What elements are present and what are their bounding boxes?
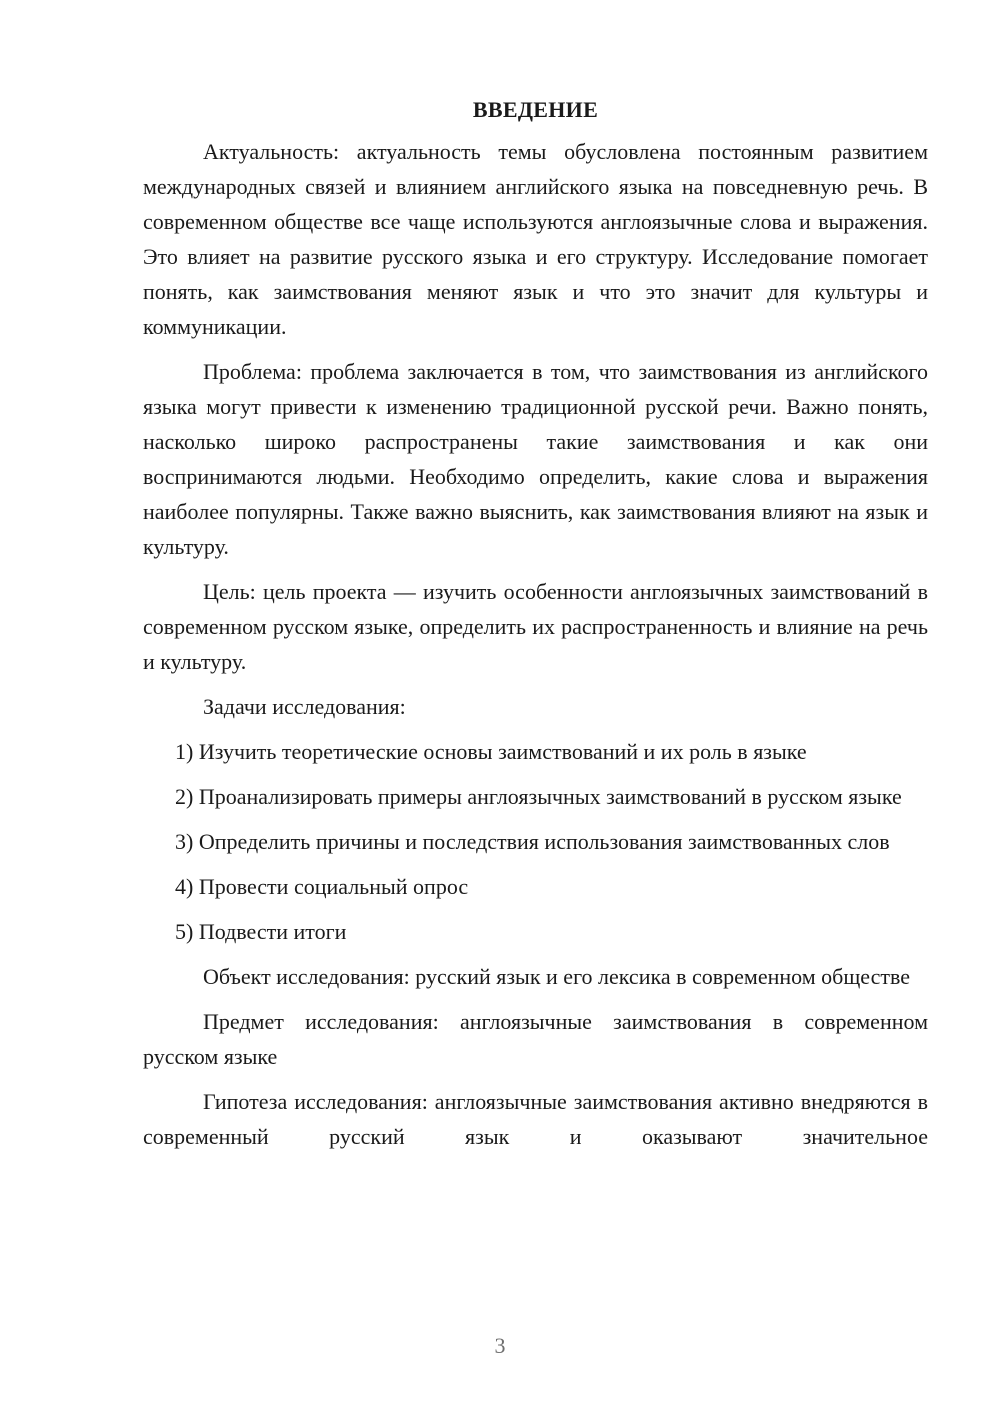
paragraph-relevance: Актуальность: актуальность темы обусловлена постоянным развитием международных связей и влиянием английского языка на повседневную речь. В современном обществе все чаще используются англоязычные слова и выражения. Это влияет на развитие русского языка и его структуру. Исследование помогает понять, как заимствования меняют язык и что это значит для культуры и коммуникации. bbox=[143, 139, 928, 339]
task-item-4: 4) Провести социальный опрос bbox=[175, 874, 469, 899]
task-item-2: 2) Проанализировать примеры англоязычных заимствований в русском языке bbox=[175, 784, 902, 809]
page-number: 3 bbox=[494, 1333, 506, 1358]
paragraph-hypothesis: Гипотеза исследования: англоязычные заимствования активно внедряются в современный русский язык и оказывают значительное bbox=[143, 1089, 928, 1149]
paragraph-subject: Предмет исследования: англоязычные заимствования в современном русском языке bbox=[143, 1009, 928, 1069]
task-item-1: 1) Изучить теоретические основы заимствований и их роль в языке bbox=[175, 739, 807, 764]
paragraph-goal: Цель: цель проекта — изучить особенности англоязычных заимствований в современном русском языке, определить их распространенность и влияние на речь и культуру. bbox=[143, 579, 928, 674]
task-item-5: 5) Подвести итоги bbox=[175, 919, 347, 944]
task-item-3: 3) Определить причины и последствия использования заимствованных слов bbox=[175, 829, 890, 854]
tasks-heading: Задачи исследования: bbox=[203, 694, 406, 719]
paragraph-problem: Проблема: проблема заключается в том, что заимствования из английского языка могут привести к изменению традиционной русской речи. Важно понять, насколько широко распространены такие заимствования и как они воспринимаются людьми. Необходимо определить, какие слова и выражения наиболее популярны. Также важно выяснить, как заимствования влияют на язык и культуру. bbox=[143, 359, 928, 559]
section-title: ВВЕДЕНИЕ bbox=[472, 97, 599, 122]
document-page bbox=[143, 92, 928, 1164]
paragraph-object: Объект исследования: русский язык и его лексика в современном обществе bbox=[203, 964, 910, 989]
